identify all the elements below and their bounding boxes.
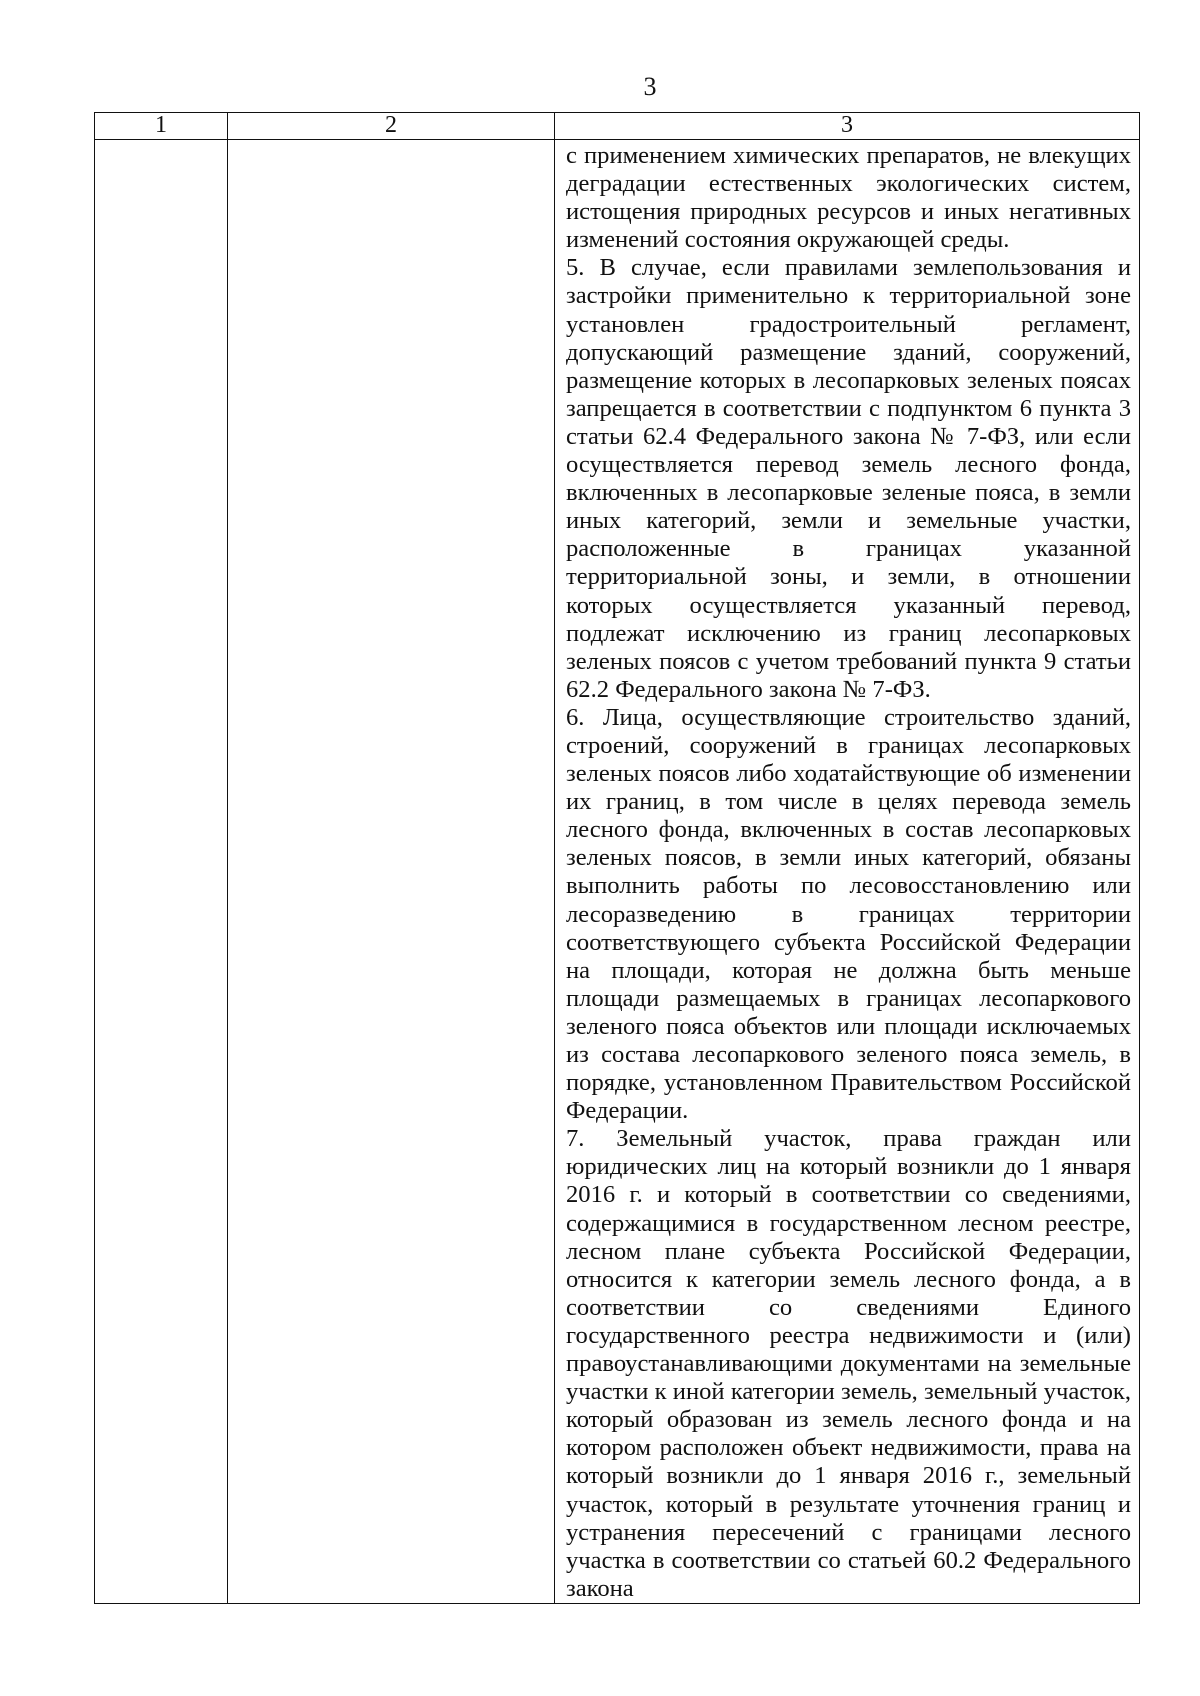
cell-column-2 bbox=[228, 140, 555, 1604]
page-number: 3 bbox=[643, 72, 657, 101]
cell-column-3 bbox=[555, 140, 1140, 1604]
column-header-2: 2 bbox=[228, 113, 555, 140]
paragraph-item-5: 5. В случае, если правилами землепользования и застройки применительно к территориальной зоне установлен градостроительный регламент, допускающий размещение зданий, сооружений, размещение которых в лесопарковых зеленых поясах запрещается в соответствии с подпунктом 6 пункта 3 статьи 62.4 Федерального закона № 7-ФЗ, или если осуществляется перевод земель лесного фонда, включенных в лесопарковые зеленые пояса, в земли иных категорий, земли и земельные участки, расположенные в границах указанной территориальной зоны, и земли, в отношении которых осуществляется указанный перевод, подлежат исключению из границ лесопарковых зеленых поясов с учетом требований пункта 9 статьи 62.2 Федерального закона № 7-ФЗ. bbox=[566, 254, 1131, 703]
paragraph-continuation: с применением химических препаратов, не влекущих деградации естественных экологических систем, истощения природных ресурсов и иных негативных изменений состояния окружающей среды. bbox=[566, 142, 1131, 254]
paragraph-item-7: 7. Земельный участок, права граждан или юридических лиц на который возникли до 1 января 2016 г. и который в соответствии со сведениями, содержащимися в государственном лесном реестре, лесном плане субъекта Российской Федерации, относится к категории земель лесного фонда, а в соответствии со сведениями Единого государственного реестра недвижимости и (или) правоустанавливающими документами на земельные участки к иной категории земель, земельный участок, который образован из земель лесного фонда и на котором расположен объект недвижимости, права на который возникли до 1 января 2016 г., земельный участок, который в результате уточнения границ и устранения пересечений с границами лесного участка в соответствии со статьей 60.2 Федерального закона bbox=[566, 1125, 1131, 1602]
table-header-row bbox=[95, 113, 1140, 140]
column-header-3: 3 bbox=[555, 113, 1140, 140]
paragraph-item-6: 6. Лица, осуществляющие строительство зданий, строений, сооружений в границах лесопарковых зеленых поясов либо ходатайствующие об изменении их границ, в том числе в целях перевода земель лесного фонда, включенных в состав лесопарковых зеленых поясов, в земли иных категорий, обязаны выполнить работы по лесовосстановлению или лесоразведению в границах территории соответствующего субъекта Российской Федерации на площади, которая не должна быть меньше площади размещаемых в границах лесопаркового зеленого пояса объектов или площади исключаемых из состава лесопаркового зеленого пояса земель, в порядке, установленном Правительством Российской Федерации. bbox=[566, 703, 1131, 1125]
table-row bbox=[95, 140, 1140, 1604]
column-header-1: 1 bbox=[95, 113, 228, 140]
document-table bbox=[94, 112, 1140, 1604]
cell-column-1 bbox=[95, 140, 228, 1604]
